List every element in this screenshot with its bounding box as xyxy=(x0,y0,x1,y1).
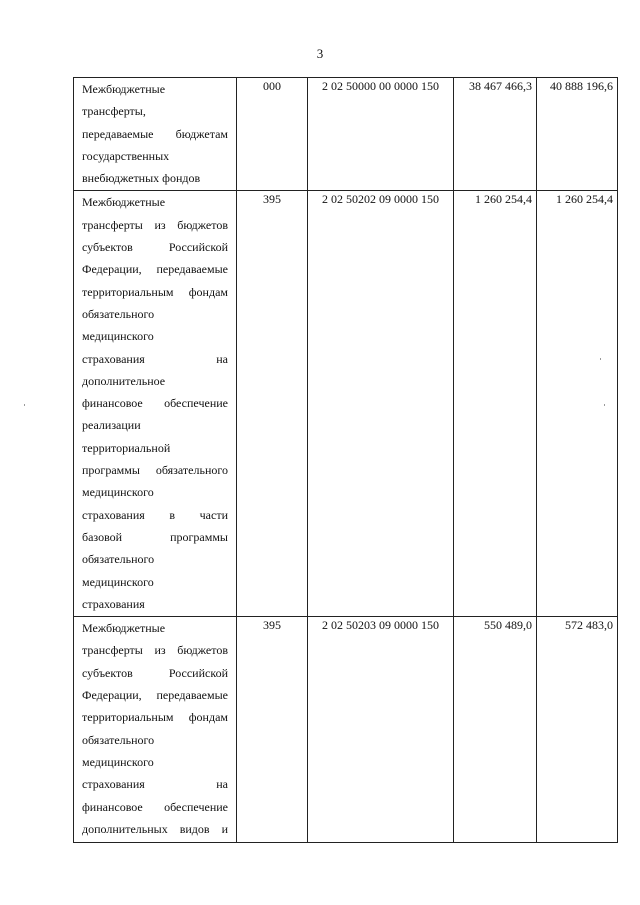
row-kbk: 2 02 50000 00 0000 150 xyxy=(308,78,454,191)
description-line: Межбюджетные xyxy=(82,621,166,636)
description-line: Межбюджетные xyxy=(82,82,166,96)
row-amount-2: 40 888 196,6 xyxy=(537,78,618,191)
description-line: страхования на xyxy=(82,777,228,792)
row-description xyxy=(74,617,237,843)
description-line: дополнительных видов и xyxy=(82,821,228,836)
description-line: субъектов Российской xyxy=(82,665,228,680)
table-row xyxy=(74,617,618,843)
description-line: дополнительное xyxy=(82,373,166,388)
row-amount-2: 1 260 254,4 xyxy=(537,191,618,617)
description-line: передаваемые бюджетам xyxy=(82,126,228,141)
description-line: территориальным фондам xyxy=(82,710,228,725)
row-amount-2: 572 483,0 xyxy=(537,617,618,843)
description-line: Федерации, передаваемые xyxy=(82,688,228,703)
description-line: обязательного xyxy=(82,306,155,321)
row-code: 000 xyxy=(237,78,308,191)
description-line: обязательного xyxy=(82,732,155,747)
row-code: 395 xyxy=(237,617,308,843)
description-line: финансовое обеспечение xyxy=(82,396,228,411)
description-line: субъектов Российской xyxy=(82,240,228,255)
description-line: страхования на xyxy=(82,351,228,366)
row-kbk: 2 02 50203 09 0000 150 xyxy=(308,617,454,843)
table-row xyxy=(74,78,618,191)
scan-speck xyxy=(604,404,605,406)
description-line: финансовое обеспечение xyxy=(82,799,228,814)
description-line: обязательного xyxy=(82,552,155,567)
description-line: программы обязательного xyxy=(82,463,228,478)
scan-speck xyxy=(24,404,25,406)
row-amount-1: 1 260 254,4 xyxy=(454,191,537,617)
scan-speck xyxy=(600,358,601,360)
row-description xyxy=(74,78,237,191)
description-line: медицинского xyxy=(82,574,154,589)
description-line: страхования в части xyxy=(82,507,228,522)
row-description xyxy=(74,191,237,617)
description-line: медицинского xyxy=(82,329,154,344)
description-line: территориальной xyxy=(82,440,171,455)
description-line: Федерации, передаваемые xyxy=(82,262,228,277)
description-line: государственных xyxy=(82,148,170,163)
row-kbk: 2 02 50202 09 0000 150 xyxy=(308,191,454,617)
description-line: территориальным фондам xyxy=(82,284,228,299)
description-line: внебюджетных фондов xyxy=(82,171,201,186)
page-number: 3 xyxy=(316,46,324,61)
table-row xyxy=(74,191,618,617)
description-line: медицинского xyxy=(82,485,154,500)
description-line: страхования xyxy=(82,596,145,611)
description-line: трансферты из бюджетов xyxy=(82,217,228,232)
description-line: базовой программы xyxy=(82,529,228,544)
description-line: трансферты, xyxy=(82,104,146,119)
row-amount-1: 550 489,0 xyxy=(454,617,537,843)
description-line: медицинского xyxy=(82,754,154,769)
description-line: Межбюджетные xyxy=(82,195,166,210)
description-line: реализации xyxy=(82,418,141,433)
row-code: 395 xyxy=(237,191,308,617)
budget-table xyxy=(73,77,618,843)
description-line: трансферты из бюджетов xyxy=(82,643,228,658)
row-amount-1: 38 467 466,3 xyxy=(454,78,537,191)
